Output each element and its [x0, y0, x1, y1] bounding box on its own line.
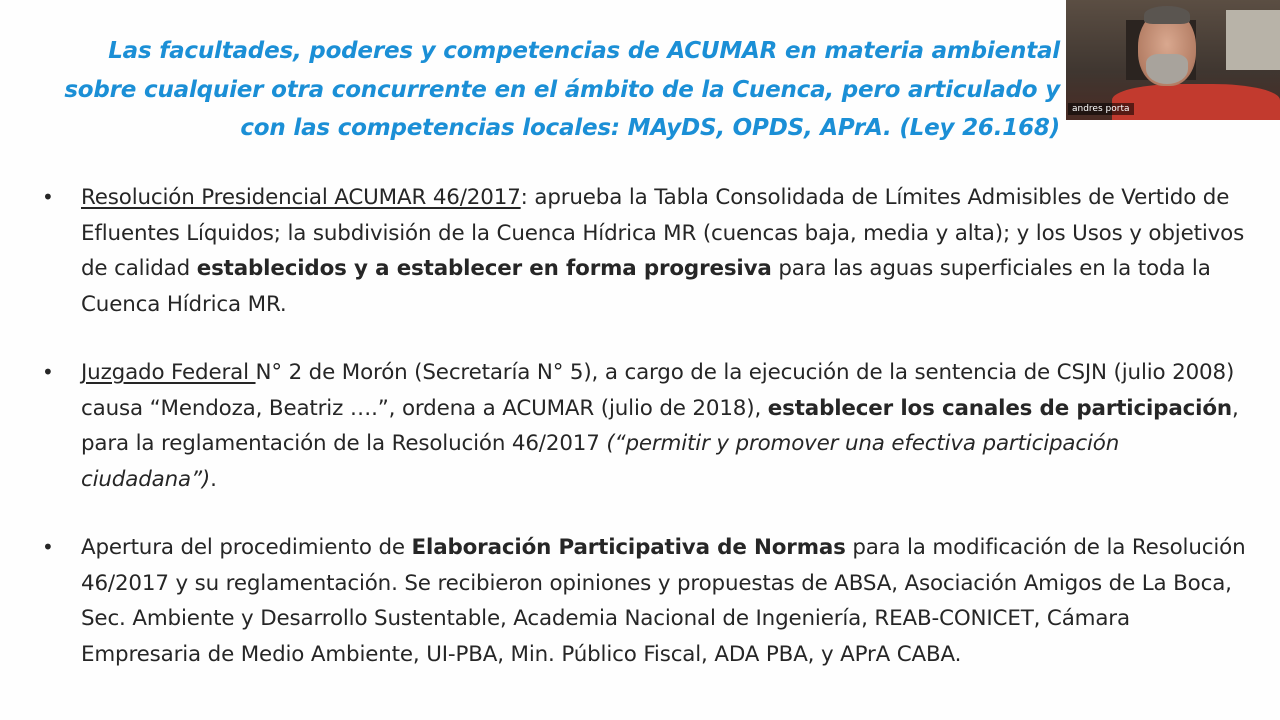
bullet-list — [40, 180, 1250, 672]
participant-beard — [1146, 54, 1188, 84]
slide-title — [20, 32, 1060, 148]
background-window — [1226, 10, 1280, 70]
bullet-bold-text: establecidos y a establecer en forma progresiva — [196, 256, 772, 281]
bullet-bold-text: Elaboración Participativa de Normas — [411, 535, 846, 560]
bullet-dot-icon: • — [42, 535, 54, 559]
bullet-text: para las aguas superficiales en la toda la Cuenca Hídrica MR. — [81, 256, 1211, 317]
bullet-text: , para la reglamentación de la Resolución 46/2017 — [81, 395, 1239, 456]
bullet-text: Apertura del procedimiento de — [81, 535, 412, 560]
participant-hair — [1144, 6, 1190, 24]
title-line-1: Las facultades, poderes y competencias de ACUMAR en materia ambiental — [108, 38, 1060, 64]
bullet-text: . — [210, 466, 217, 492]
bullet-text: : aprueba la Tabla Consolidada de Límites Admisibles de Vertido de Efluentes Líquidos; la subdivisión de la Cuenca Hídrica MR (cuencas baja, media y alta); y los Usos y objetivos de calidad — [81, 185, 1245, 281]
bullet-text: para la modificación de la Resolución 46/2017 y su reglamentación. Se recibieron opiniones y propuestas de ABSA, Asociación Amigos de La Boca, Sec. Ambiente y Desarrollo Sustentable, Academia Nacional de Ingeniería, REAB-CONICET, Cámara Empresaria de Medio Ambiente, UI-PBA, Min. Público Fiscal, ADA PBA, y APrA CABA. — [81, 535, 1246, 667]
bullet-dot-icon: • — [42, 360, 54, 384]
participant-video-tile[interactable] — [1066, 0, 1280, 120]
bullet-bold-text: establecer los canales de participación — [767, 395, 1232, 421]
title-line-2: sobre cualquier otra concurrente en el ámbito de la Cuenca, pero articulado y — [64, 76, 1060, 103]
participant-name-label: andres porta — [1068, 103, 1134, 115]
bullet-text: N° 2 de Morón (Secretaría N° 5), a cargo de la ejecución de la sentencia de CSJN (julio 2008) causa “Mendoza, Beatriz ….”, ordena a ACUMAR (julio de 2018), — [81, 360, 1235, 421]
bullet-item-resolution — [40, 180, 1250, 322]
bullet-item-court — [40, 355, 1250, 497]
bullet-italic-quote: (“permitir y promover una efectiva participación ciudadana”) — [81, 431, 1120, 492]
resolution-link-text: Resolución Presidencial ACUMAR 46/2017 — [81, 185, 521, 210]
court-link-text: Juzgado Federal — [81, 360, 256, 385]
bullet-item-procedure — [40, 530, 1250, 672]
bullet-dot-icon: • — [42, 185, 54, 209]
title-line-3: con las competencias locales: MAyDS, OPDS, APrA. (Ley 26.168) — [240, 115, 1060, 141]
participant-shirt — [1112, 84, 1280, 120]
